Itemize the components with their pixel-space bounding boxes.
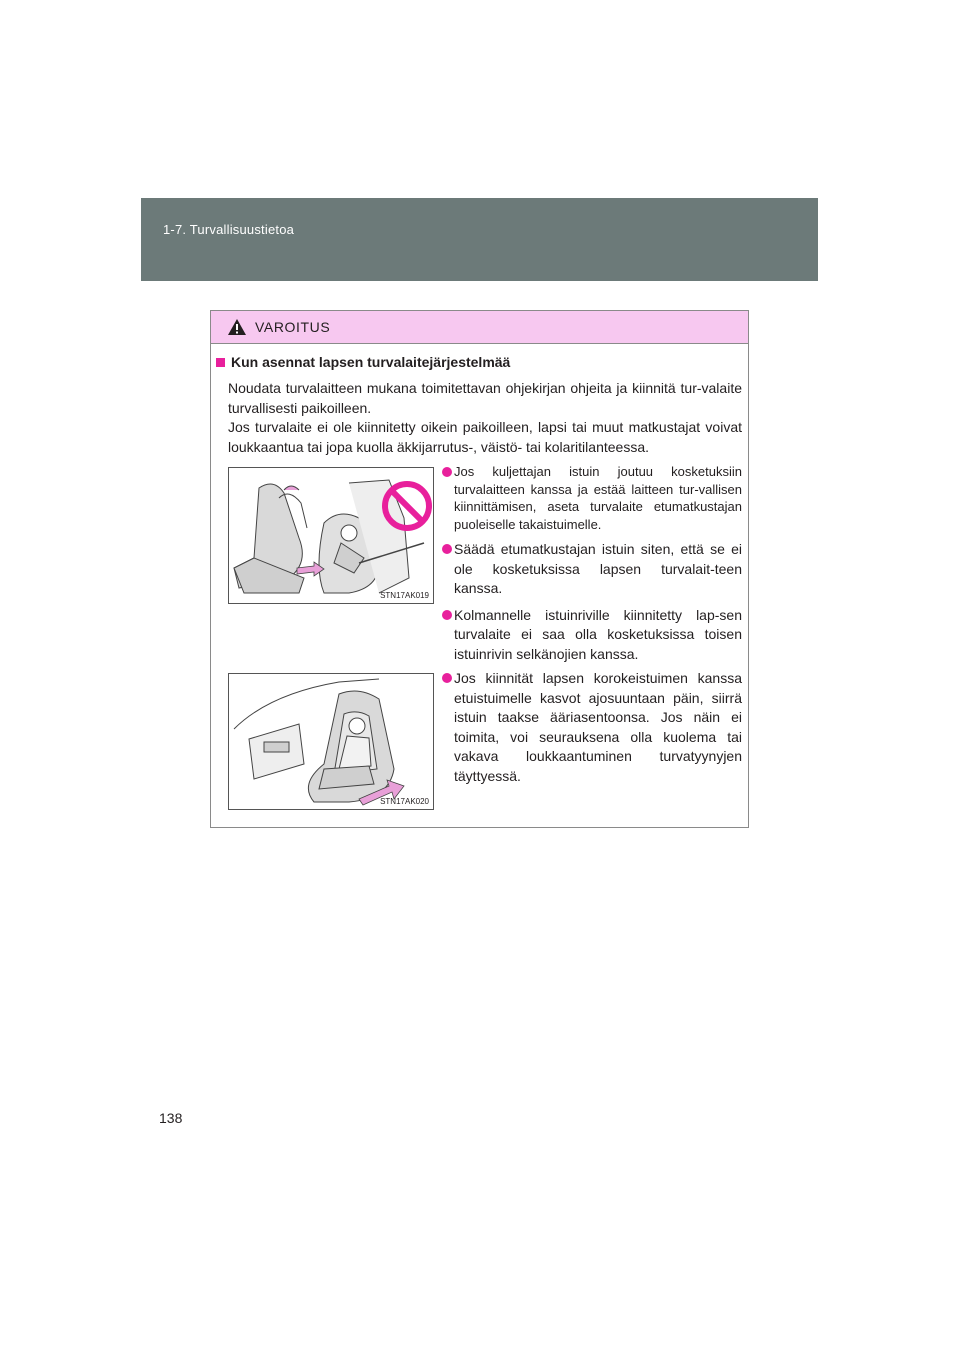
page-number: 138: [159, 1110, 183, 1126]
bullet-list: [442, 463, 742, 672]
bullet-text: Kolmannelle istuinriville kiinnitetty lap-sen turvalaite ei saa olla kosketuksissa toisen istuinrivin selkänojien kanssa.: [454, 606, 742, 662]
intro-paragraph: Jos turvalaite ei ole kiinnitetty oikein paikoilleen, lapsi tai muut matkustajat voivat loukkaantua tai jopa kuolla äkkijarrutus-, väistö- tai kolaritilanteessa.: [228, 419, 742, 455]
seat-contact-illustration: [229, 468, 433, 603]
bullet-dot-icon: [442, 673, 452, 683]
section-title: 1-7. Turvallisuustietoa: [163, 222, 295, 237]
warning-triangle-icon: [227, 318, 247, 336]
booster-seat-illustration: [229, 674, 433, 809]
figure-booster-seat: [228, 673, 434, 810]
intro-text: [228, 379, 742, 457]
bullet-text: Jos kuljettajan istuin joutuu kosketuksiin turvalaitteen kanssa ja estää laitteen tur-vallisen kiinnittämisen, aseta turvalaite etumatkustajan puoleiselle takaistuimelle.: [454, 464, 742, 532]
bullet-dot-icon: [442, 544, 452, 554]
square-bullet-icon: [216, 358, 225, 367]
figure-caption: STN17AK020: [380, 797, 429, 806]
bullet-text: Säädä etumatkustajan istuin siten, että se ei ole kosketuksissa lapsen turvalait-teen kanssa.: [454, 541, 742, 597]
subheading-text: Kun asennat lapsen turvalaitejärjestelmää: [231, 354, 511, 370]
bullet-text: Jos kiinnität lapsen korokeistuimen kanssa etuistuimelle kasvot ajosuuntaan päin, siirrä istuin taakse ääriasentoonsa. Jos näin ei toimita, voi seurauksena olla kuolema tai vakava loukkaantuminen turvatyynyjen täyttyessä.: [454, 670, 742, 784]
intro-paragraph: Noudata turvalaitteen mukana toimitettavan ohjekirjan ohjeita ja kiinnitä tur-valaite turvallisesti paikoilleen.: [228, 380, 742, 416]
figure-seat-contact: [228, 467, 434, 604]
list-item: [442, 669, 742, 787]
subheading: [216, 354, 510, 370]
warning-header: [211, 311, 748, 344]
header-band: [141, 198, 818, 281]
bullet-dot-icon: [442, 467, 452, 477]
list-item: [442, 606, 742, 665]
warning-box: [210, 310, 749, 828]
bullet-list: [442, 669, 742, 794]
list-item: [442, 540, 742, 599]
warning-title: VAROITUS: [255, 319, 331, 335]
list-item: [442, 463, 742, 533]
figure-caption: STN17AK019: [380, 591, 429, 600]
bullet-dot-icon: [442, 610, 452, 620]
